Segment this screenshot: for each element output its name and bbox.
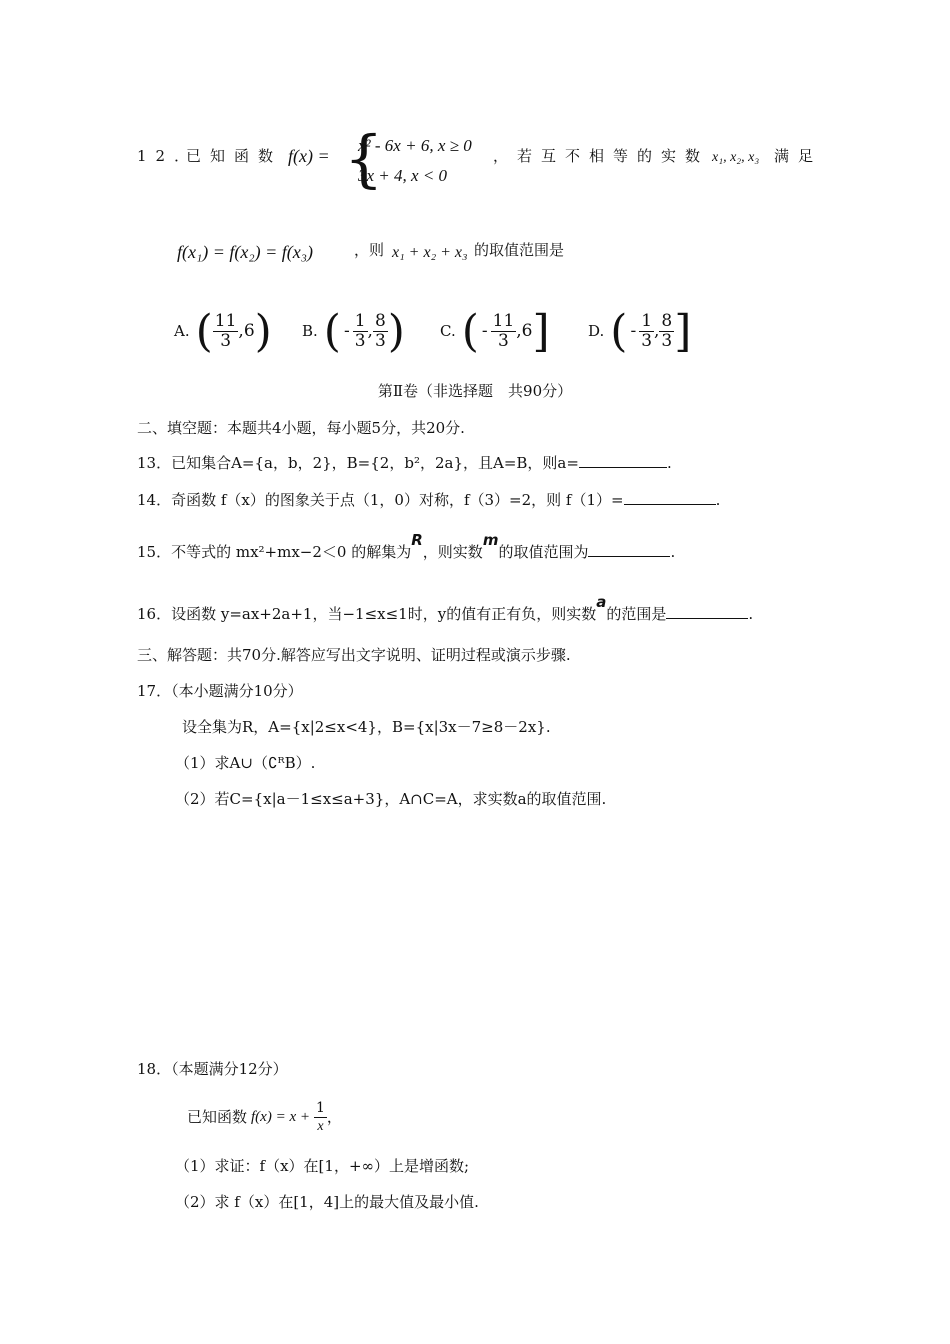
option-c-minus: - (481, 321, 488, 341)
q12-option-b (302, 306, 405, 356)
q14-end: . (715, 491, 721, 509)
q13-end: . (666, 454, 672, 472)
q15-answer-blank (588, 542, 670, 557)
q12-option-c (440, 306, 550, 356)
q17-part-1: （1）求A∪（∁ᴿB）. (175, 754, 316, 772)
option-d-label: D. (588, 322, 605, 340)
q18-denominator: x (317, 1118, 324, 1134)
option-b-label: B. (302, 322, 318, 340)
option-b-numerator-1: 1 (354, 310, 366, 331)
q12-option-a (174, 306, 272, 356)
option-a-numerator: 11 (214, 310, 237, 331)
q12-tail: 满足 (774, 147, 823, 165)
q18-function: f(x) = x + (251, 1108, 310, 1125)
q13-answer-blank (579, 453, 667, 468)
q16-post: 的范围是 (606, 605, 667, 623)
q15-symbol-m: m (482, 531, 499, 549)
option-b-fraction-2 (373, 312, 388, 351)
q14-text: 14．奇函数 f（x）的图象关于点（1，0）对称，f（3）=2，则 f（1）= (137, 491, 624, 509)
option-a-left-paren: ( (195, 305, 213, 357)
option-d-numerator-1: 1 (641, 310, 653, 331)
q12-condition: f(x₁) = f(x₂) = f(x₃) (177, 242, 314, 262)
section-2-heading: 二、填空题：本题共4小题，每小题5分，共20分. (137, 419, 465, 437)
option-d-numerator-2: 8 (661, 310, 673, 331)
q15-pre: 15．不等式的 mx²+mx−2＜0 的解集为 (137, 543, 412, 561)
q12-variables: x₁, x₂, x₃ (712, 150, 760, 165)
q12-sum: x₁ + x₂ + x₃ (392, 244, 468, 261)
q12-comma: ，则 (354, 241, 385, 259)
option-b-left-paren: ( (323, 305, 341, 357)
section-3-heading: 三、解答题：共70分.解答应写出文字说明、证明过程或演示步骤. (137, 646, 571, 664)
option-a-fraction (213, 312, 239, 351)
option-d-comma: , (654, 321, 660, 341)
q12-mid-text: ，若互不相等的实数 (493, 147, 710, 165)
q12-function-name: f(x) = (288, 146, 330, 166)
option-c-left-paren: ( (461, 305, 479, 357)
q18-given-post: ， (326, 1108, 342, 1126)
option-d-fraction-2 (659, 312, 674, 351)
option-b-fraction-1 (353, 312, 368, 351)
option-b-numerator-2: 8 (374, 310, 386, 331)
q15-symbol-R: R (411, 531, 423, 549)
q18-fraction (314, 1100, 327, 1135)
option-c-right-bracket: ] (532, 305, 550, 357)
q14-answer-blank (624, 490, 716, 505)
q12-case-1: x² - 6x + 6, x ≥ 0 (358, 136, 472, 155)
q16-end: . (748, 605, 754, 623)
option-d-denominator-1: 3 (641, 330, 653, 351)
option-b-denominator-1: 3 (354, 330, 366, 351)
option-a-end: ,6 (238, 321, 255, 341)
option-a-label: A. (174, 322, 190, 340)
q18-given-pre: 已知函数 (187, 1108, 248, 1126)
option-c-numerator: 11 (492, 310, 515, 331)
option-b-right-paren: ) (387, 305, 405, 357)
q18-heading: 18．（本题满分12分） (137, 1060, 288, 1078)
option-b-minus: - (343, 321, 350, 341)
q14 (137, 490, 720, 510)
q17-part-2: （2）若C={x|a－1≤x≤a+3}，A∩C=A，求实数a的取值范围. (175, 790, 607, 808)
q18-numerator: 1 (315, 1099, 325, 1116)
q18-part-2: （2）求 f（x）在[1，4]上的最大值及最小值. (175, 1193, 479, 1211)
option-d-minus: - (630, 321, 637, 341)
q16-symbol-a: a (596, 593, 607, 611)
q12-ask: 的取值范围是 (474, 241, 565, 259)
q15 (137, 531, 676, 562)
option-d-fraction-1 (639, 312, 654, 351)
q18-part-1: （1）求证：f（x）在[1，+∞）上是增函数; (175, 1157, 470, 1175)
q12-brace: { (344, 122, 384, 195)
q15-end: . (670, 543, 676, 561)
option-c-end: ,6 (516, 321, 533, 341)
option-a-denominator: 3 (220, 330, 232, 351)
part2-title: 第Ⅱ卷（非选择题 共90分） (377, 382, 573, 400)
option-a-right-paren: ) (254, 305, 272, 357)
option-b-denominator-2: 3 (374, 330, 386, 351)
q16-pre: 16．设函数 y=ax+2a+1，当−1≤x≤1时，y的值有正有负，则实数 (137, 605, 597, 623)
q17-given: 设全集为R，A={x|2≤x<4}，B={x|3x－7≥8－2x}. (182, 718, 551, 736)
option-b-comma: , (367, 321, 373, 341)
option-d-denominator-2: 3 (661, 330, 673, 351)
q12-case-2: 3x + 4, x < 0 (358, 166, 448, 185)
q15-post: 的取值范围为 (498, 543, 589, 561)
q15-mid: ，则实数 (422, 543, 483, 561)
q12-option-d (588, 306, 691, 356)
option-c-label: C. (440, 322, 456, 340)
q12-lead: 已知函数 (186, 147, 283, 165)
option-d-left-paren: ( (610, 305, 628, 357)
q16-answer-blank (666, 604, 748, 619)
option-d-right-bracket: ] (674, 305, 692, 357)
q18-given (187, 1094, 342, 1140)
q16 (137, 593, 754, 624)
q13-text: 13．已知集合A={a，b，2}，B={2，b²，2a}，且A=B，则a= (137, 454, 579, 472)
option-c-fraction (491, 312, 517, 351)
q17-heading: 17．（本小题满分10分） (137, 682, 303, 700)
q13 (137, 453, 672, 473)
option-c-denominator: 3 (498, 330, 509, 351)
q12-number: 12． (137, 147, 199, 165)
